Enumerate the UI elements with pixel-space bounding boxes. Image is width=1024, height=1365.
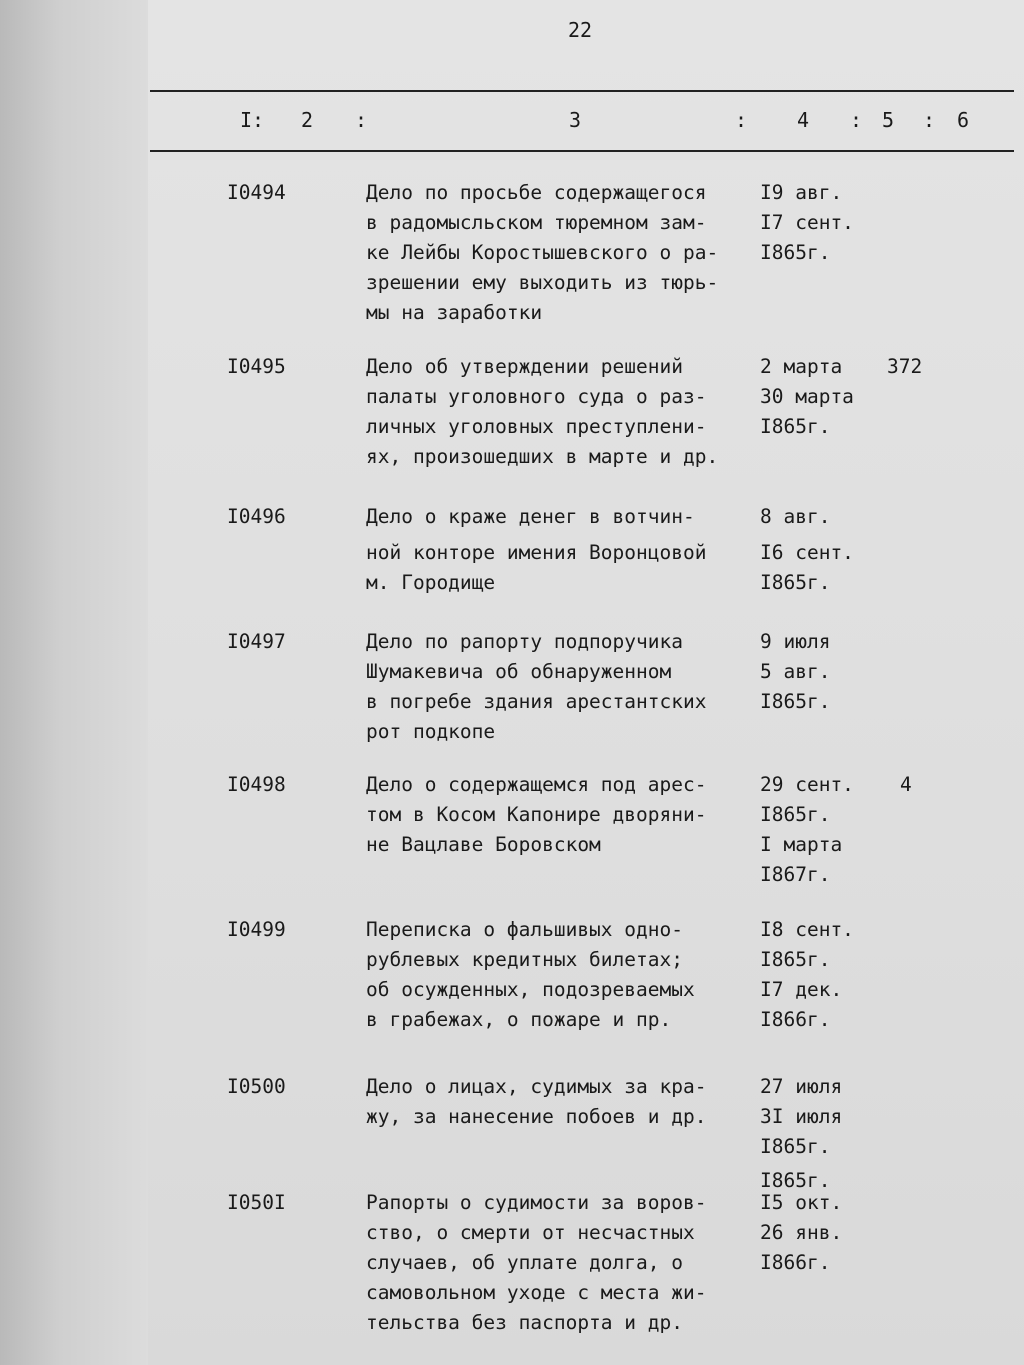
date-line: I865г. — [760, 690, 831, 713]
date-line: 30 марта — [760, 385, 854, 408]
description-line: не Вацлаве Боровском — [366, 833, 601, 856]
description-line: Рапорты о судимости за воров- — [366, 1191, 707, 1214]
date-line: I7 сент. — [760, 211, 854, 234]
record-description — [366, 627, 766, 747]
record-description — [366, 178, 766, 328]
description-line: м. Городище — [366, 571, 496, 594]
description-line: об осужденных, подозреваемых — [366, 978, 695, 1001]
record-description — [366, 1072, 766, 1132]
description-line: Дело о лицах, судимых за кра- — [366, 1075, 707, 1098]
record-dates — [760, 1072, 842, 1196]
record-dates — [760, 352, 854, 442]
record-description — [366, 1188, 766, 1338]
record-description — [366, 352, 766, 472]
record-number: I0499 — [227, 918, 286, 941]
record-number: I0500 — [227, 1075, 286, 1098]
header-col-3-label: 3 — [569, 108, 582, 132]
description-line: Шумакевича об обнаруженном — [366, 660, 672, 683]
date-line: 8 авг. — [760, 505, 831, 528]
description-line: личных уголовных преступлени- — [366, 415, 707, 438]
description-line: мы на заработки — [366, 301, 543, 324]
date-line: I865г. — [760, 571, 831, 594]
description-line: в радомысльском тюремном зам- — [366, 211, 707, 234]
description-line: ство, о смерти от несчастных — [366, 1221, 695, 1244]
record-number: I0495 — [227, 355, 286, 378]
date-line: I867г. — [760, 863, 831, 886]
description-line: рот подкопе — [366, 720, 496, 743]
date-line: I6 сент. — [760, 541, 854, 564]
date-line: I7 дек. — [760, 978, 843, 1001]
record-dates — [760, 770, 854, 890]
record-description — [366, 502, 766, 598]
record-number: I050I — [227, 1191, 286, 1214]
record-number: I0494 — [227, 181, 286, 204]
date-line: 5 авг. — [760, 660, 831, 683]
date-line: I8 сент. — [760, 918, 854, 941]
date-line: 2 марта — [760, 355, 843, 378]
description-line: в грабежах, о пожаре и пр. — [366, 1008, 672, 1031]
description-line: том в Косом Капонире дворяни- — [366, 803, 707, 826]
record-number: I0496 — [227, 505, 286, 528]
description-line: случаев, об уплате долга, о — [366, 1251, 683, 1274]
date-line: I865г. — [760, 948, 831, 971]
date-line: I866г. — [760, 1251, 831, 1274]
description-line: самовольном уходе с места жи- — [366, 1281, 707, 1304]
description-line: в погребе здания арестантских — [366, 690, 707, 713]
date-line: 29 сент. — [760, 773, 854, 796]
record-description — [366, 770, 766, 860]
description-line: палаты уголовного суда о раз- — [366, 385, 707, 408]
date-line: I865г. — [760, 803, 831, 826]
record-sheet-count: 372 — [887, 355, 923, 378]
date-line: 26 янв. — [760, 1221, 843, 1244]
date-line: I865г. — [760, 241, 831, 264]
header-col-5-label: 5 — [882, 108, 895, 132]
record-dates — [760, 502, 854, 598]
date-line: I5 окт. — [760, 1191, 843, 1214]
header-separator: : — [850, 108, 863, 132]
record-number: I0497 — [227, 630, 286, 653]
header-col-2-label: 2 — [301, 108, 314, 132]
header-top-rule — [150, 90, 1014, 92]
description-line: ях, произошедших в марте и др. — [366, 445, 719, 468]
record-dates — [760, 627, 830, 717]
description-line: Переписка о фальшивых одно- — [366, 918, 683, 941]
record-dates — [760, 1188, 842, 1278]
header-bottom-rule — [150, 150, 1014, 152]
description-line: Дело о краже денег в вотчин- — [366, 505, 695, 528]
description-line: Дело об утверждении решений — [366, 355, 683, 378]
header-col-6-label: 6 — [957, 108, 970, 132]
date-line: I марта — [760, 833, 843, 856]
header-col-1-label: I: — [240, 108, 265, 132]
header-separator: : — [923, 108, 936, 132]
description-line: тельства без паспорта и др. — [366, 1311, 683, 1334]
date-line: I9 авг. — [760, 181, 843, 204]
record-number: I0498 — [227, 773, 286, 796]
description-line: Дело по рапорту подпоручика — [366, 630, 683, 653]
date-line: I865г. — [760, 415, 831, 438]
date-line: I865г. — [760, 1169, 831, 1192]
date-line: 27 июля — [760, 1075, 843, 1098]
page-number: 22 — [568, 18, 593, 42]
header-separator: : — [355, 108, 368, 132]
date-line: 3I июля — [760, 1105, 843, 1128]
description-line: Дело по просьбе содержащегося — [366, 181, 707, 204]
record-sheet-count: 4 — [900, 773, 912, 796]
description-line: зрешении ему выходить из тюрь- — [366, 271, 719, 294]
record-dates — [760, 178, 854, 268]
record-dates — [760, 915, 854, 1035]
description-line: ной конторе имения Воронцовой — [366, 541, 707, 564]
description-line: жу, за нанесение побоев и др. — [366, 1105, 707, 1128]
header-separator: : — [735, 108, 748, 132]
date-line: I866г. — [760, 1008, 831, 1031]
description-line: Дело о содержащемся под арес- — [366, 773, 707, 796]
description-line: ке Лейбы Коростышевского о ра- — [366, 241, 719, 264]
date-line: 9 июля — [760, 630, 831, 653]
description-line: рублевых кредитных билетах; — [366, 948, 683, 971]
header-col-4-label: 4 — [797, 108, 810, 132]
date-line: I865г. — [760, 1135, 831, 1158]
record-description — [366, 915, 766, 1035]
